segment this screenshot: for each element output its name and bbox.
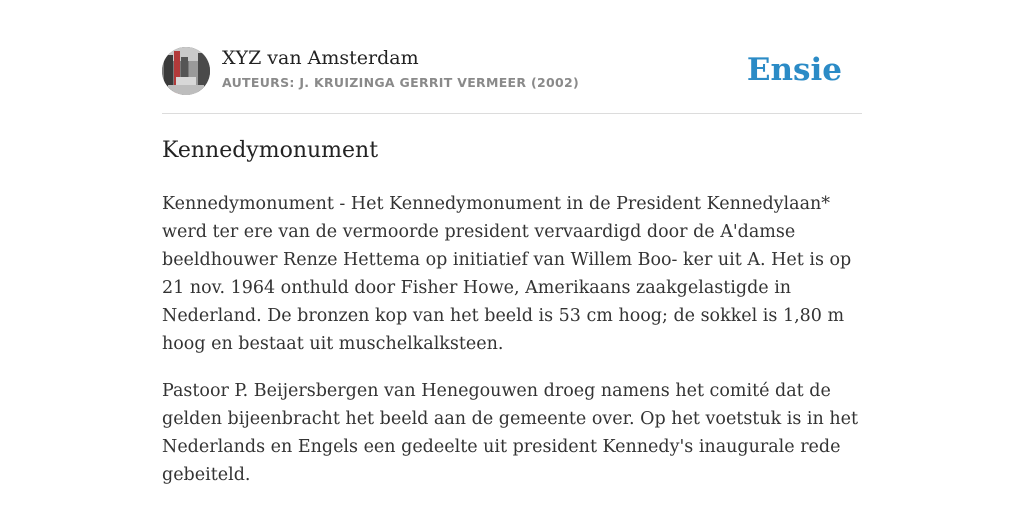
article-paragraph: Kennedymonument - Het Kennedymonument in de President Kennedylaan* werd ter ere van de vermoorde president vervaardigd door de A'damse beeldhouwer Renze Hettema op initiatief van Willem Boo- ker uit A. Het is op 21 nov. 1964 onthuld door Fisher Howe, Amerikaans zaakgelastigde in Nederland. De bronzen kop van het beeld is 53 cm hoog; de sokkel is 1,80 m hoog en bestaat uit muschelkalksteen. <box>162 194 852 354</box>
brand-logo[interactable]: Ensie <box>746 52 842 88</box>
source-header <box>162 45 862 114</box>
article-body <box>162 190 862 508</box>
source-title[interactable]: XYZ van Amsterdam <box>222 47 419 69</box>
street-photo-icon <box>162 47 210 95</box>
source-avatar[interactable] <box>162 47 210 95</box>
article-paragraph: Pastoor P. Beijersbergen van Henegouwen droeg namens het comité dat de gelden bijeenbracht het beeld aan de gemeente over. Op het voetstuk is in het Nederlands en Engels een gedeelte uit president Kennedy's inaugurale rede gebeiteld. <box>162 381 859 485</box>
source-authors: AUTEURS: J. KRUIZINGA GERRIT VERMEER (2002) <box>222 75 579 90</box>
article-title: Kennedymonument <box>162 138 379 163</box>
